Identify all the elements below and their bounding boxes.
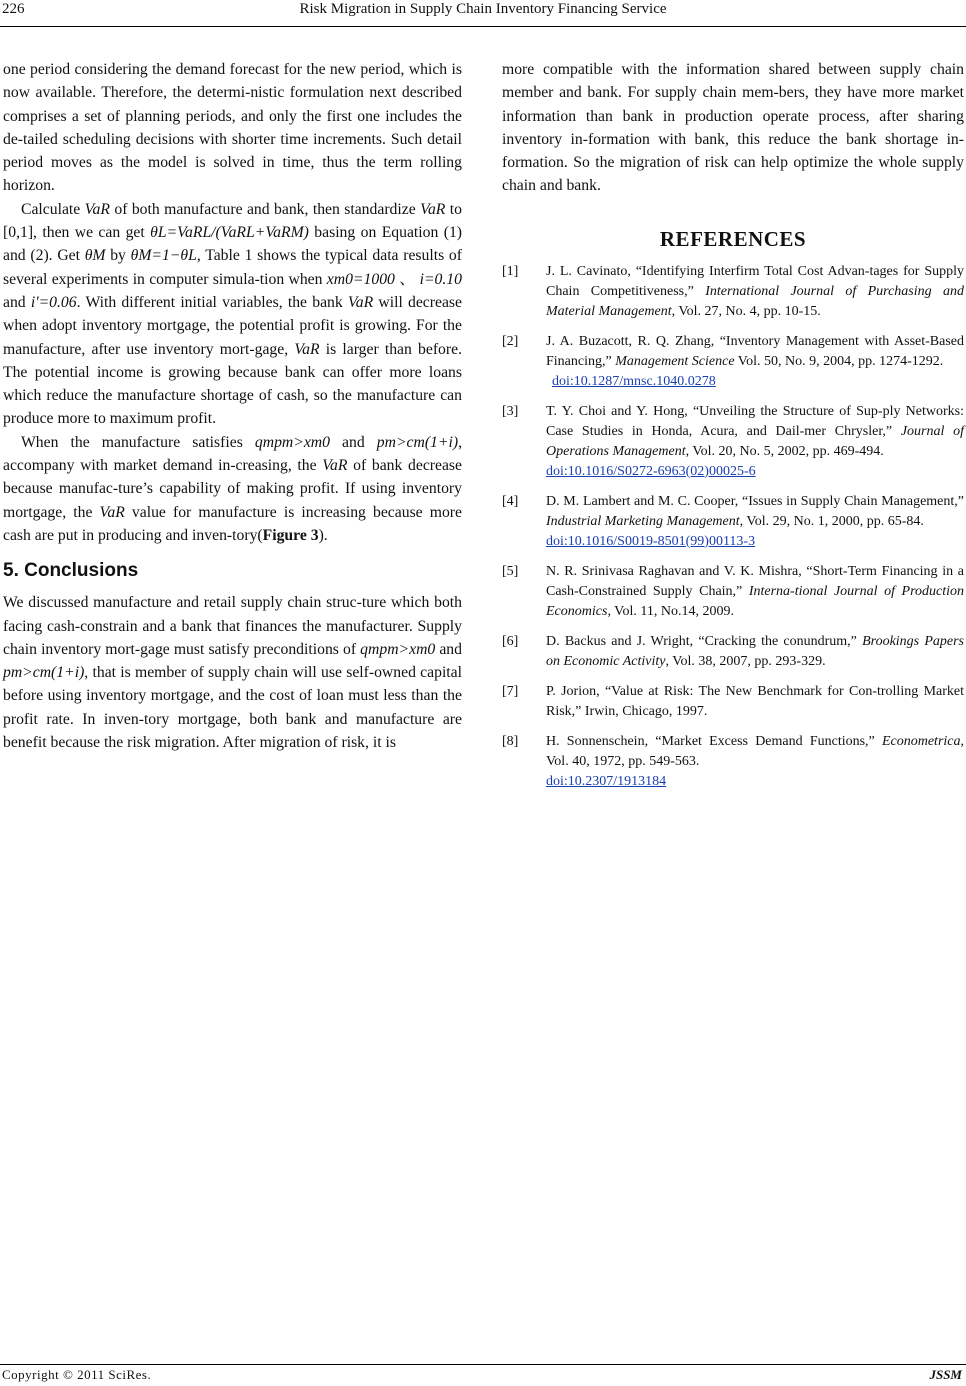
footer-rule xyxy=(0,1364,966,1365)
reference-item xyxy=(502,682,964,722)
reference-item xyxy=(502,402,964,482)
page-footer xyxy=(0,1366,966,1386)
page-number: 226 xyxy=(2,1,25,17)
header-rule xyxy=(0,26,966,27)
paragraph: Calculate VaR of both manufacture and bank, then standardize VaR to [0,1], then we can get θL=VaRL/(VaRL+VaRM) basing on Equation (1) and (2). Get θM by θM=1−θL, Table 1 shows the typical data results of several experiments in computer simula-tion when xm0=1000 、 i=0.10 and i'=0.06. With different initial variables, the bank VaR will decrease when adopt inventory mortgage, the potential profit is growing. For the manufacture, after use inventory mort-gage, VaR is larger than before. The potential income is growing because bank can offer more loans which reduce the manufacture shortage of cash, so the manufacture can produce more to maximum profit. xyxy=(3,200,463,428)
reference-item xyxy=(502,332,964,392)
math-var: VaR xyxy=(420,200,446,218)
math-i-prime: i'=0.06 xyxy=(30,293,77,311)
math-theta-m-eq: θM=1−θL xyxy=(130,247,197,265)
doi-link[interactable]: doi:10.1016/S0272-6963(02)00025-6 xyxy=(546,463,756,479)
reference-number: [1] xyxy=(502,263,519,279)
reference-item xyxy=(502,562,964,622)
doi-link[interactable]: doi:10.1016/S0019-8501(99)00113-3 xyxy=(546,533,756,549)
right-column xyxy=(502,58,964,802)
references-heading: REFERENCES xyxy=(659,226,807,251)
paragraph: one period considering the demand forecast for the new period, which is now available. Therefore, the determi-nistic formulation next described comprises a set of planning periods, and only the first one includes the de-tailed scheduling decisions with shorter time increments. Such detail period moves as the model is solved in time, thus the term rolling horizon. xyxy=(3,61,462,195)
paragraph: We discussed manufacture and retail supply chain struc-ture which both facing cash-constrain and a bank that finances the manufacturer. Supply chain inventory mort-gage must satisfy preconditions of qmpm>xm0 and pm>cm(1+i), that is member of supply chain will use self-owned capital before using inventory mortgage, and the cost of loan must less than the profit rate. In inven-tory mortgage, both bank and manufacture are benefit because the risk migration. After migration of risk, it is xyxy=(3,594,462,752)
journal-name: International Journal of Purchasing and Material Management xyxy=(546,283,964,319)
math-theta-l: θL=VaRL/(VaRL+VaRM) xyxy=(150,224,309,242)
reference-text: N. R. Srinivasa Raghavan and V. K. Mishra, “Short-Term Financing in a Cash-Constrained Supply Chain,” Interna-tional Journal of Production Economics, Vol. 11, No.14, 2009. xyxy=(546,563,964,619)
journal-name: Management Science xyxy=(615,353,735,369)
reference-list xyxy=(502,262,964,792)
journal-abbreviation: JSSM xyxy=(929,1367,962,1382)
math-condition-2: pm>cm(1+i) xyxy=(3,664,85,682)
paragraph: more compatible with the information shared between supply chain member and bank. For supply chain mem-bers, they have more market information than bank in production operate process, after sharing inventory in-formation with bank, this reduce the bank shortage in-formation. So the migration of risk can help optimize the whole supply chain and bank. xyxy=(502,61,964,195)
reference-item xyxy=(502,262,964,322)
reference-number: [5] xyxy=(502,563,519,579)
section-title: 5. Conclusions xyxy=(3,560,139,582)
reference-number: [8] xyxy=(502,733,519,749)
doi-link[interactable]: doi:10.1287/mnsc.1040.0278 xyxy=(552,373,716,389)
figure-ref[interactable]: Figure 3 xyxy=(262,526,319,544)
math-var: VaR xyxy=(84,200,110,218)
reference-text: J. L. Cavinato, “Identifying Interfirm Total Cost Advan-tages for Supply Chain Competitiveness,” International Journal of Purchasing and Material Management, Vol. 27, No. 4, pp. 10-15. xyxy=(546,263,964,319)
reference-text: P. Jorion, “Value at Risk: The New Benchmark for Con-trolling Market Risk,” Irwin, Chicago, 1997. xyxy=(546,683,964,719)
journal-name: Industrial Marketing Management xyxy=(546,513,740,529)
paragraph: When the manufacture satisfies qmpm>xm0 and pm>cm(1+i), accompany with market demand in-creasing, the VaR of bank decrease because manufac-ture’s capability of making profit. If using inventory mortgage, the VaR value for manufacture is increasing because more cash are put in producing and inven-tory(Figure 3). xyxy=(3,433,462,544)
reference-text: T. Y. Choi and Y. Hong, “Unveiling the Structure of Sup-ply Networks: Case Studies in Honda, Acura, and Dail-mer Chrysler,” Journal of Operations Management, Vol. 20, No. 5, 2002, pp. 469-494. doi:10.1016/S0272-6963(02)00025-6 xyxy=(546,402,964,482)
reference-number: [6] xyxy=(502,633,519,649)
reference-number: [3] xyxy=(502,403,519,419)
reference-text: D. Backus and J. Wright, “Cracking the conundrum,” Brookings Papers on Economic Activity, Vol. 38, 2007, pp. 293-329. xyxy=(546,633,964,669)
reference-number: [4] xyxy=(502,493,519,509)
running-title: Risk Migration in Supply Chain Inventory Financing Service xyxy=(299,1,667,17)
doi-link[interactable]: doi:10.2307/1913184 xyxy=(546,773,667,789)
reference-text: H. Sonnenschein, “Market Excess Demand Functions,” Econometrica, Vol. 40, 1972, pp. 549-563. doi:10.2307/1913184 xyxy=(546,732,964,792)
reference-item xyxy=(502,732,964,792)
journal-name: Brookings Papers on Economic Activity xyxy=(546,633,964,669)
reference-item xyxy=(502,632,964,672)
math-condition-1: qmpm>xm0 xyxy=(254,433,330,451)
reference-number: [7] xyxy=(502,683,519,699)
reference-text: D. M. Lambert and M. C. Cooper, “Issues in Supply Chain Management,” Industrial Marketing Management, Vol. 29, No. 1, 2000, pp. 65-84. doi:10.1016/S0019-8501(99)00113-3 xyxy=(546,492,964,552)
copyright: Copyright © 2011 SciRes. xyxy=(2,1367,152,1382)
math-condition-2: pm>cm(1+i) xyxy=(376,433,459,451)
reference-number: [2] xyxy=(502,333,519,349)
math-x-m0: xm0=1000 xyxy=(326,270,395,288)
journal-name: Econometrica xyxy=(881,733,961,749)
math-i: i=0.10 xyxy=(419,270,462,288)
math-theta-m: θM xyxy=(84,247,106,265)
journal-name: Interna-tional Journal of Production Economics xyxy=(546,583,964,619)
left-column xyxy=(3,58,462,754)
math-condition-1: qmpm>xm0 xyxy=(360,640,436,658)
reference-item xyxy=(502,492,964,552)
page-header xyxy=(0,0,966,26)
reference-text: J. A. Buzacott, R. Q. Zhang, “Inventory Management with Asset-Based Financing,” Management Science Vol. 50, No. 9, 2004, pp. 1274-1292. doi:10.1287/mnsc.1040.0278 xyxy=(546,332,964,392)
journal-name: Journal of Operations Management xyxy=(546,423,964,459)
